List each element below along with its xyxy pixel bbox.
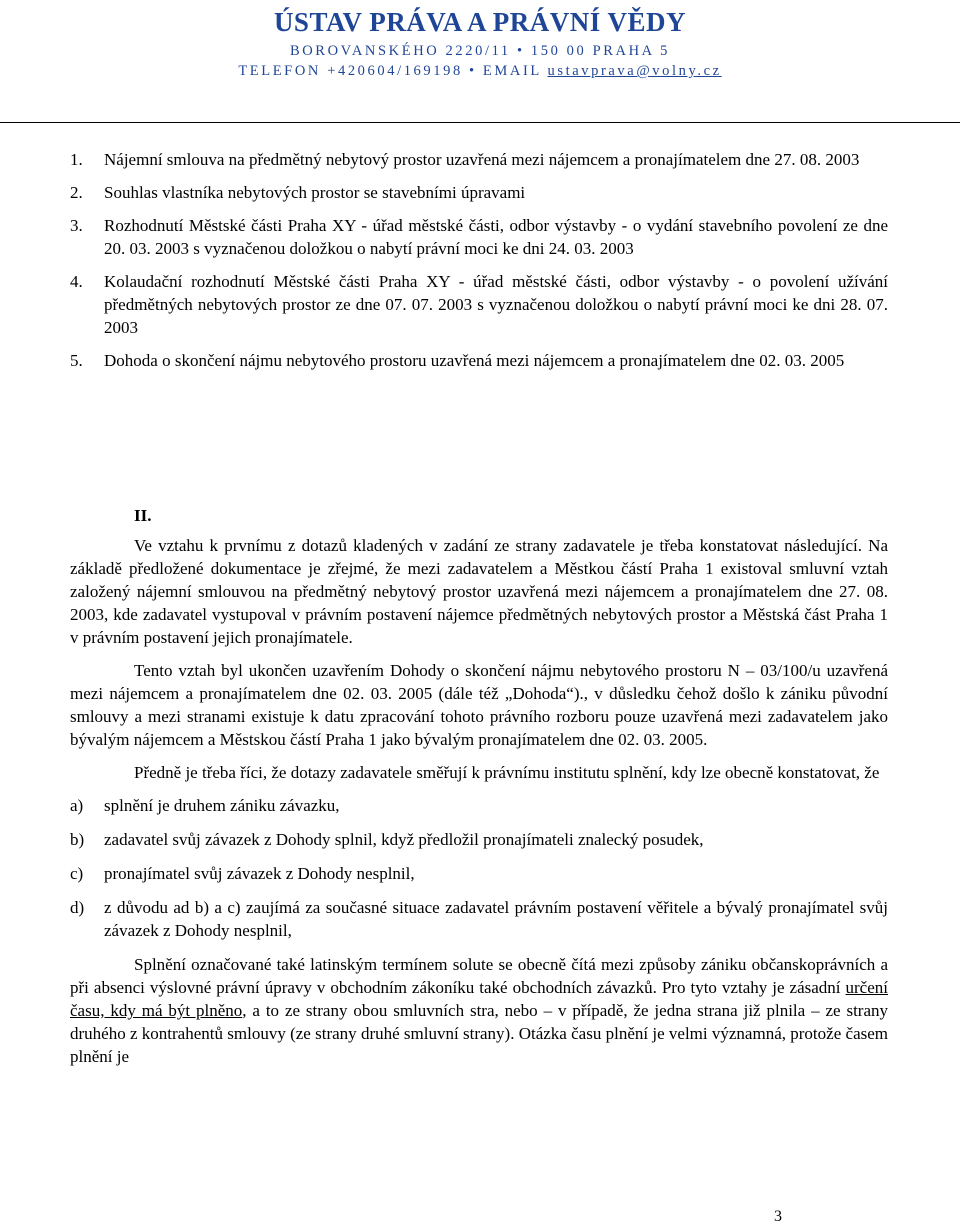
list-item [70, 349, 888, 372]
paragraph-1: Ve vztahu k prvnímu z dotazů kladených v zadání ze strany zadavatele je třeba konstatovat následující. Na základě předložené dokumentace je zřejmé, že mezi zadavatelem a Městkou částí Praha 1 existoval smluvní vztah založený nájemní smlouvou na předmětný nebytový prostor uzavřená mezi nájemcem a pronajímatelem dne 27. 08. 2003, kde zadavatel vystupoval v právním postavení nájemce předmětných nebytových prostor a Městská část Praha 1 v právním postavení jejich pronajímatele. [70, 536, 888, 647]
paragraph-4-start: Splnění označované také latinským termínem solute se obecně čítá mezi způsoby zániku občanskoprávních a při absenci výslovné právní úpravy v obchodním zákoníku také obchodních závazků. Pro tyto vztahy je zásadní [70, 955, 888, 997]
list-text: Kolaudační rozhodnutí Městské části Praha XY - úřad městské části, odbor výstavby - o povolení užívání předmětných nebytových prostor ze dne 07. 07. 2003 s vyznačenou doložkou o nabytí právní moci ke dni 28. 07. 2003 [104, 272, 888, 337]
list-number: 2. [70, 183, 83, 202]
list-number: 5. [70, 351, 83, 370]
header-divider [0, 122, 960, 123]
list-number: 4. [70, 272, 83, 291]
letter-text: zadavatel svůj závazek z Dohody splnil, když předložil pronajímateli znalecký posudek, [104, 830, 704, 849]
letter-label: a) [70, 796, 84, 815]
letter-item [70, 794, 888, 817]
letter-label: b) [70, 830, 85, 849]
letter-label: c) [70, 864, 84, 883]
list-item [70, 148, 888, 171]
contact-line [0, 61, 960, 81]
list-item [70, 214, 888, 260]
page-number: 3 [774, 1208, 782, 1225]
list-text: Nájemní smlouva na předmětný nebytový prostor uzavřená mezi nájemcem a pronajímatelem dne 27. 08. 2003 [104, 150, 860, 169]
address-line: BOROVANSKÉHO 2220/11 • 150 00 PRAHA 5 [289, 43, 671, 59]
institute-title: ÚSTAV PRÁVA A PRÁVNÍ VĚDY [273, 7, 687, 37]
section-ii [70, 504, 888, 1078]
letterhead [0, 0, 960, 81]
letter-item [70, 828, 888, 851]
paragraph-3: Předně je třeba říci, že dotazy zadavatele směřují k právnímu institutu splnění, kdy lze obecně konstatovat, že [134, 763, 880, 782]
list-item [70, 270, 888, 339]
letter-label: d) [70, 898, 85, 917]
email-link[interactable]: ustavprava@volny.cz [547, 63, 722, 79]
document-list [70, 148, 888, 382]
paragraph-4-end: , a to ze strany obou smluvních stra, nebo – v případě, že jedna strana již plnila – ze strany druhého z kontrahentů smlouvy (ze strany druhé smluvní strany). Otázka času plnění je velmi významná, protože časem plnění je [70, 1001, 888, 1066]
letter-text: splnění je druhem zániku závazku, [104, 796, 340, 815]
list-text: Dohoda o skončení nájmu nebytového prostoru uzavřená mezi nájemcem a pronajímatelem dne 02. 03. 2005 [104, 351, 845, 370]
list-number: 1. [70, 150, 83, 169]
paragraph-2: Tento vztah byl ukončen uzavřením Dohody o skončení nájmu nebytového prostoru N – 03/100/u uzavřená mezi nájemcem a pronajímatelem dne 02. 03. 2005 (dále též „Dohoda“)., v důsledku čehož došlo k zániku původní smlouvy a mezi stranami existuje k datu zpracování tohoto právního rozboru pouze uzavřená mezi zadavatelem jako bývalým nájemcem a Městskou částí Praha 1 jako bývalým pronajímatelem dne 02. 03. 2005. [70, 661, 888, 749]
list-text: Rozhodnutí Městské části Praha XY - úřad městské části, odbor výstavby - o vydání stavebního povolení ze dne 20. 03. 2003 s vyznačenou doložkou o nabytí právní moci ke dni 24. 03. 2003 [104, 216, 888, 258]
phone-label: TELEFON +420604/169198 • EMAIL [238, 63, 548, 79]
list-text: Souhlas vlastníka nebytových prostor se stavebními úpravami [104, 183, 526, 202]
letter-item [70, 862, 888, 885]
letter-text: pronajímatel svůj závazek z Dohody nesplnil, [104, 864, 415, 883]
letter-text: z důvodu ad b) a c) zaujímá za současné situace zadavatel právním postavení věřitele a bývalý pronajímatel svůj závazek z Dohody nesplnil, [104, 898, 888, 940]
paragraph-4 [70, 953, 888, 1068]
list-number: 3. [70, 216, 83, 235]
underlined-phrase: určení času, kdy má být plněno [70, 978, 888, 1020]
list-item [70, 181, 888, 204]
section-title: II. [134, 506, 152, 525]
letter-item [70, 896, 888, 942]
